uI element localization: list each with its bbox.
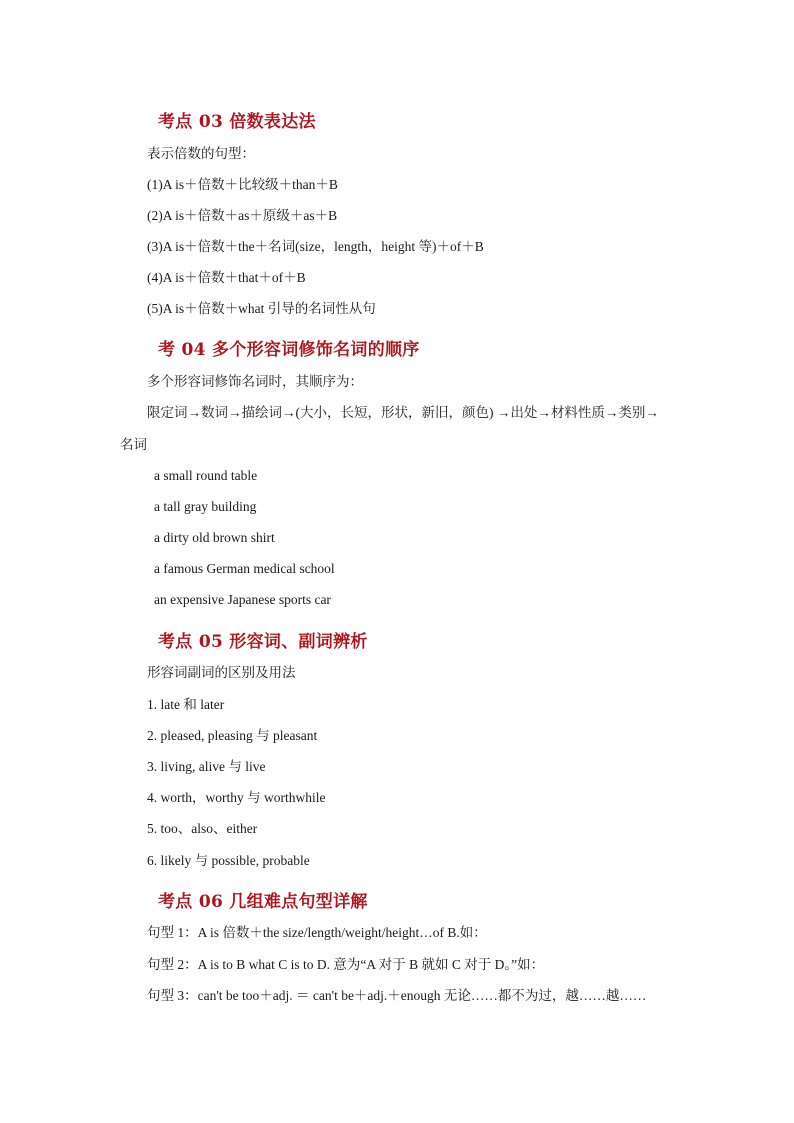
section-03-line: (1)A is＋倍数＋比较级＋than＋B	[147, 177, 338, 192]
section-04-example: a dirty old brown shirt	[154, 530, 275, 545]
section-05-line: 6. likely 与 possible, probable	[147, 853, 310, 868]
section-04-order-line: 名词	[120, 437, 147, 452]
section-03-heading: 考点 03 倍数表达法	[158, 112, 316, 132]
section-04-heading: 考 04 多个形容词修饰名词的顺序	[158, 340, 420, 360]
section-04-example: a small round table	[154, 468, 258, 483]
section-06-line: 句型 1：A is 倍数＋the size/length/weight/height…of B.如：	[147, 925, 487, 940]
section-05-line: 5. too、also、either	[147, 821, 258, 836]
section-05-line: 2. pleased, pleasing 与 pleasant	[147, 728, 318, 743]
section-05-line: 3. living, alive 与 live	[147, 759, 266, 774]
section-03-line: 表示倍数的句型：	[147, 146, 255, 161]
section-04-example: an expensive Japanese sports car	[154, 592, 331, 607]
section-04-example: a famous German medical school	[154, 561, 335, 576]
section-05-line: 1. late 和 later	[147, 697, 225, 712]
section-04-order-line: 限定词→数词→描绘词→(大小，长短，形状，新旧，颜色) →出处→材料性质→类别→	[147, 405, 659, 420]
section-05-line: 4. worth，worthy 与 worthwhile	[147, 790, 326, 805]
section-03-line: (4)A is＋倍数＋that＋of＋B	[147, 270, 306, 285]
section-06-line: 句型 3：can't be too＋adj. ＝ can't be＋adj.＋enough 无论……都不为过，越……越……	[147, 988, 647, 1003]
section-05-line: 形容词副词的区别及用法	[147, 665, 296, 680]
section-04-example: a tall gray building	[154, 499, 257, 514]
section-03-line: (2)A is＋倍数＋as＋原级＋as＋B	[147, 208, 338, 223]
section-03-line: (5)A is＋倍数＋what 引导的名词性从句	[147, 301, 376, 316]
section-03-line: (3)A is＋倍数＋the＋名词(size，length，height 等)＋of＋B	[147, 239, 484, 254]
section-06-line: 句型 2：A is to B what C is to D. 意为“A 对于 B 就如 C 对于 D。”如：	[147, 957, 545, 972]
section-06-heading: 考点 06 几组难点句型详解	[158, 892, 368, 912]
section-05-heading: 考点 05 形容词、副词辨析	[158, 632, 368, 652]
section-04-intro: 多个形容词修饰名词时，其顺序为：	[147, 374, 363, 389]
